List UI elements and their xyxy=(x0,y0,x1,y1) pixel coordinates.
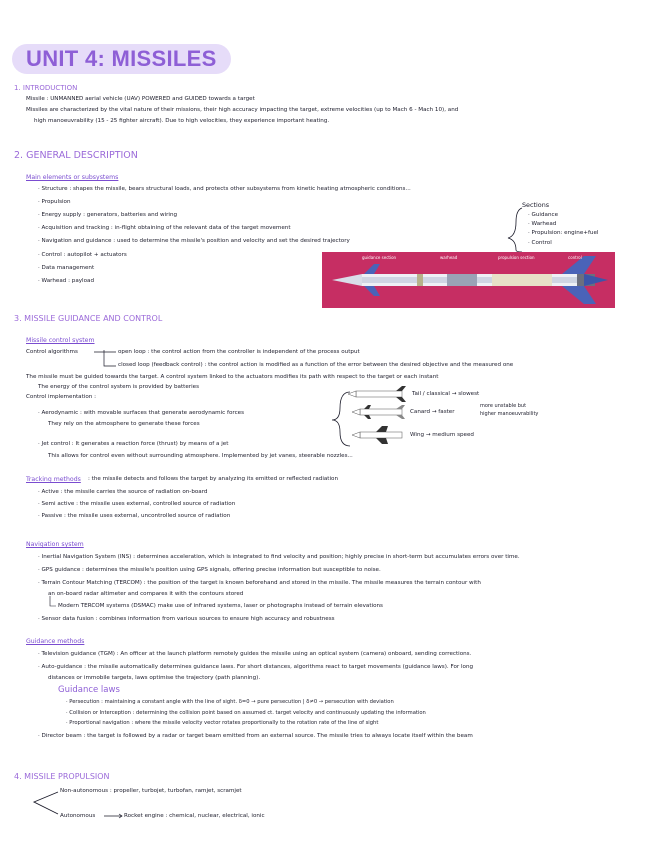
rocket-engine-line: Rocket engine : chemical, nuclear, electrical, ionic xyxy=(124,813,265,819)
guidance-subheading: Guidance methods xyxy=(26,638,85,645)
aero-line-2: They rely on the atmosphere to generate these forces xyxy=(48,421,200,427)
canard-note: more unstable but xyxy=(480,403,527,409)
navigation-item: · Sensor data fusion : combines information from various sources to ensure high accuracy and robustness xyxy=(38,616,335,622)
guided-line-1: The missile must be guided towards the target. A control system linked to the actuators modifies its path with respect to the target or each instant xyxy=(26,374,439,380)
rocket-label: warhead xyxy=(440,255,458,260)
control-algorithms-label: Control algorithms xyxy=(26,349,78,355)
jet-line-2: This allows for control even without surrounding atmosphere. Implemented by jet vanes, steerable nozzles... xyxy=(48,453,353,459)
section-4-heading: 4. MISSILE PROPULSION xyxy=(14,772,110,781)
intro-line-3: high manoeuvrability (15 - 25 fighter aircraft). Due to high velocities, they experience important heating. xyxy=(34,118,330,124)
rocket-label: guidance section xyxy=(362,255,397,260)
tracking-item: · Passive : the missile uses external, uncontrolled source of radiation xyxy=(38,513,231,519)
subsystem-item: · Structure : shapes the missile, bears structural loads, and protects other subsystems from kinetic heating atmospheric conditions... xyxy=(38,186,411,192)
rocket-label: control xyxy=(568,255,582,260)
autonomous-label: Autonomous xyxy=(60,813,96,819)
subsystems-subheading: Main elements or subsystems xyxy=(26,174,119,181)
subsystem-item: · Warhead : payload xyxy=(38,278,95,284)
guidance-laws-title: Guidance laws xyxy=(58,685,120,695)
subsystem-item: · Propulsion xyxy=(38,199,71,205)
rocket-label: propulsion section xyxy=(498,255,535,260)
section-item: · Control xyxy=(528,240,552,246)
section-1-heading: 1. INTRODUCTION xyxy=(14,84,78,92)
subsystem-item: · Navigation and guidance : used to determine the missile's position and velocity and set the desired trajectory xyxy=(38,238,350,244)
section-3-heading: 3. MISSILE GUIDANCE AND CONTROL xyxy=(14,314,163,323)
jet-line-1: · Jet control : It generates a reaction force (thrust) by means of a jet xyxy=(38,441,229,447)
guidance-law: · Proportional navigation : where the missile velocity vector rotates proportionally to the rotation rate of the line of sight xyxy=(66,720,379,726)
non-autonomous-line: Non-autonomous : propeller, turbojet, turbofan, ramjet, scramjet xyxy=(60,788,242,794)
section-2-heading: 2. GENERAL DESCRIPTION xyxy=(14,150,138,161)
sections-title: Sections xyxy=(522,201,550,209)
guidance-item: distances or immobile targets, laws optimise the trajectory (path planning). xyxy=(48,675,261,681)
guided-line-2: The energy of the control system is provided by batteries xyxy=(38,384,199,390)
director-beam: · Director beam : the target is followed by a radar or target beam emitted from an external source. The missile tries to always locate itself within the beam xyxy=(38,733,473,739)
tracking-subheading: Tracking methods xyxy=(26,476,81,483)
tail-config-label: Tail / classical → slowest xyxy=(412,391,480,397)
canard-config-label: Canard → faster xyxy=(410,409,455,415)
subsystem-item: · Energy supply : generators, batteries and wiring xyxy=(38,212,178,218)
page-title: UNIT 4: MISSILES xyxy=(26,46,217,71)
navigation-subheading: Navigation system xyxy=(26,541,84,548)
open-loop-text: open loop : the control action from the controller is independent of the process output xyxy=(118,349,360,355)
canard-note: higher manoeuvrability xyxy=(480,411,539,417)
navigation-item: · Terrain Contour Matching (TERCOM) : the position of the target is known beforehand and stored in the missile. The missile measures the terrain contour with xyxy=(38,580,481,586)
implementation-label: Control implementation : xyxy=(26,394,96,400)
wing-config-label: Wing → medium speed xyxy=(410,432,474,438)
section-item: · Guidance xyxy=(528,212,559,218)
subsystem-item: · Acquisition and tracking : in-flight obtaining of the relevant data of the target movement xyxy=(38,225,291,231)
navigation-item: Modern TERCOM systems (DSMAC) make use of infrared systems, laser or photographs instead of terrain elevations xyxy=(58,603,383,609)
section-item: · Propulsion: engine+fuel xyxy=(528,230,599,236)
section-item: · Warhead xyxy=(528,221,557,227)
intro-line-2: Missiles are characterized by the vital nature of their missions, their high accuracy impacting the target, extreme velocities (up to Mach 6 - Mach 10), and xyxy=(26,107,459,113)
navigation-item: an on-board radar altimeter and compares it with the contours stored xyxy=(48,591,244,597)
subsystem-item: · Control : autopilot + actuators xyxy=(38,252,127,258)
aero-line-1: · Aerodynamic : with movable surfaces that generate aerodynamic forces xyxy=(38,410,245,416)
guidance-item: · Auto-guidance : the missile automatically determines guidance laws. For short distances, algorithms react to target movements (guidance laws). For long xyxy=(38,664,474,670)
guidance-law: · Collision or Interception : determining the collision point based on assumed ct. target velocity and continuously updating the information xyxy=(66,710,426,716)
navigation-item: · GPS guidance : determines the missile's position using GPS signals, offering precise information but susceptible to noise. xyxy=(38,567,381,573)
subsystem-item: · Data management xyxy=(38,265,95,271)
guidance-law: · Persecution : maintaining a constant angle with the line of sight. δ=0 → pure persecution | δ≠0 → persecution with deviation xyxy=(66,699,394,705)
navigation-item: · Inertial Navigation System (INS) : determines acceleration, which is integrated to find velocity and position; highly precise in short-term but accumulates errors over time. xyxy=(38,554,520,560)
control-system-subheading: Missile control system xyxy=(26,337,95,344)
closed-loop-text: closed loop (feedback control) : the control action is modified as a function of the error between the desired objective and the measured one xyxy=(118,362,514,368)
guidance-item: · Television guidance (TGM) : An officer at the launch platform remotely guides the missile using an optical system (camera) onboard, sending corrections. xyxy=(38,651,472,657)
tracking-item: · Semi active : the missile uses external, controlled source of radiation xyxy=(38,501,236,507)
tracking-intro: : the missile detects and follows the target by analyzing its emitted or reflected radiation xyxy=(88,476,339,482)
intro-line-1: Missile : UNMANNED aerial vehicle (UAV) POWERED and GUIDED towards a target xyxy=(26,96,255,102)
tracking-item: · Active : the missile carries the source of radiation on-board xyxy=(38,489,208,495)
